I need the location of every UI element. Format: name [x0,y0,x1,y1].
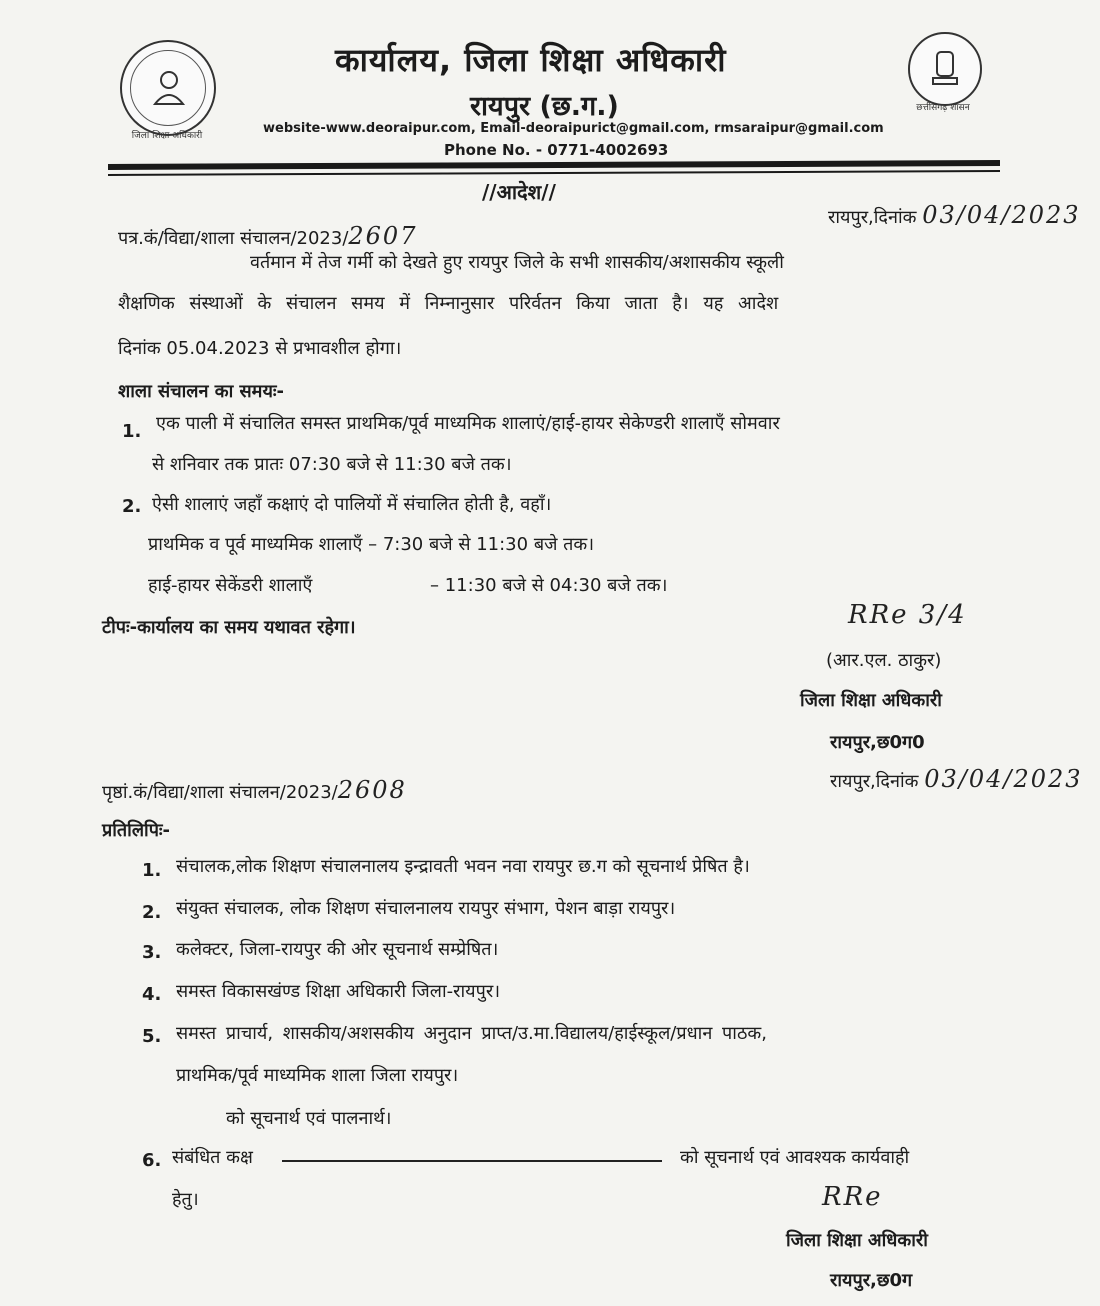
copy-item-4-number: 4. [142,984,162,1005]
order-reference [118,222,417,250]
order-intro-line-1: वर्तमान में तेज गर्मी को देखते हुए रायपुर जिले के सभी शासकीय/अशासकीय स्कूली [250,252,784,273]
order-place-date-label: रायपुर,दिनांक [828,207,917,228]
copy-item-6-blank-line [282,1160,662,1162]
copy-item-3-number: 3. [142,942,162,963]
copy-item-6-line-2: हेतु। [172,1189,199,1210]
copy-heading: प्रतिलिपिः- [102,820,171,841]
order-signatory-title: जिला शिक्षा अधिकारी [800,690,942,711]
order-signatory-name: (आर.एल. ठाकुर) [826,650,942,671]
header-rule-thin [108,170,1000,176]
order-heading: //आदेश// [482,180,556,204]
item-1-number: 1. [122,421,142,442]
state-government-emblem [908,32,982,106]
endorsement-signature-scribble: RRe [822,1182,883,1212]
item-2-number: 2. [122,496,142,517]
copy-item-5-line-1: समस्त प्राचार्य, शासकीय/अशसकीय अनुदान प्राप्त/उ.मा.विद्यालय/हाईस्कूल/प्रधान पाठक, [176,1023,767,1044]
copy-item-6-number: 6. [142,1150,162,1171]
phone-line: Phone No. - 0771-4002693 [444,141,669,159]
endorsement-signatory-place: रायपुर,छ0ग [830,1270,913,1291]
ashoka-emblem-icon [927,46,963,90]
copy-item-4: समस्त विकासखंण्ड शिक्षा अधिकारी जिला-रायपुर। [176,981,501,1002]
copy-item-2-number: 2. [142,902,162,923]
endorsement-date-block [830,765,1083,793]
right-emblem-caption: छत्तीसगढ़ शासन [916,103,970,113]
order-date: 03/04/2023 [922,201,1081,229]
item-2-sub-1: प्राथमिक व पूर्व माध्यमिक शालाएँ – 7:30 बजे से 11:30 बजे तक। [148,534,595,555]
office-city: रायपुर (छ.ग.) [470,91,619,122]
copy-item-6-tail: को सूचनार्थ एवं आवश्यक कार्यवाही [680,1147,910,1168]
office-title: कार्यालय, जिला शिक्षा अधिकारी [335,41,727,79]
copy-item-6-label: संबंधित कक्ष [172,1147,253,1168]
endorsement-date: 03/04/2023 [924,765,1083,793]
contact-line: website-www.deoraipur.com, Email-deoraipurict@gmail.com, rmsaraipur@gmail.com [263,121,884,136]
item-2-sub-2-label: हाई-हायर सेकेंडरी शालाएँ [148,575,313,596]
endorsement-ref-prefix: पृष्ठां.कं/विद्या/शाला संचालन/2023/ [102,782,338,803]
copy-item-5-line-3: को सूचनार्थ एवं पालनार्थ। [226,1108,392,1129]
office-timing-note: टीपः-कार्यालय का समय यथावत रहेगा। [102,617,356,638]
order-intro-line-3: दिनांक 05.04.2023 से प्रभावशील होगा। [118,338,402,359]
order-intro-line-2: शैक्षणिक संस्थाओं के संचालन समय में निम्नानुसार परिर्वतन किया जाता है। यह आदेश [118,293,779,314]
order-signature-scribble: RRe 3/4 [848,600,967,630]
header-rule-thick [108,160,1000,170]
item-1-line-1: एक पाली में संचालित समस्त प्राथमिक/पूर्व माध्यमिक शालाएं/हाई-हायर सेकेण्डरी शालाएँ सोमवार [156,413,780,434]
district-education-emblem [120,40,216,136]
endorsement-reference [102,776,407,804]
copy-item-5-number: 5. [142,1026,162,1047]
endorsement-signatory-title: जिला शिक्षा अधिकारी [786,1230,928,1251]
item-2-sub-2-time: – 11:30 बजे से 04:30 बजे तक। [430,575,668,596]
copy-item-1: संचालक,लोक शिक्षण संचालनालय इन्द्रावती भवन नवा रायपुर छ.ग को सूचनार्थ प्रेषित है। [176,856,750,877]
copy-item-1-number: 1. [142,860,162,881]
order-ref-number: 2607 [348,222,418,250]
copy-item-3: कलेक्टर, जिला-रायपुर की ओर सूचनार्थ सम्प्रेषित। [176,939,499,960]
left-emblem-caption: जिला शिक्षा अधिकारी [131,131,203,141]
order-date-block [828,201,1081,229]
endorsement-place-date-label: रायपुर,दिनांक [830,771,919,792]
order-ref-prefix: पत्र.कं/विद्या/शाला संचालन/2023/ [118,228,349,249]
item-2-line-1: ऐसी शालाएं जहाँ कक्षाएं दो पालियों में संचालित होती है, वहाँ। [152,494,552,515]
item-1-line-2: से शनिवार तक प्रातः 07:30 बजे से 11:30 बजे तक। [152,454,512,475]
copy-item-2: संयुक्त संचालक, लोक शिक्षण संचालनालय रायपुर संभाग, पेशन बाड़ा रायपुर। [176,898,676,919]
endorsement-ref-number: 2608 [337,776,407,804]
timing-heading: शाला संचालन का समयः- [118,381,284,402]
order-signatory-place: रायपुर,छ0ग0 [830,732,925,753]
emblem-figure-icon [150,68,188,108]
copy-item-5-line-2: प्राथमिक/पूर्व माध्यमिक शाला जिला रायपुर। [176,1065,459,1086]
